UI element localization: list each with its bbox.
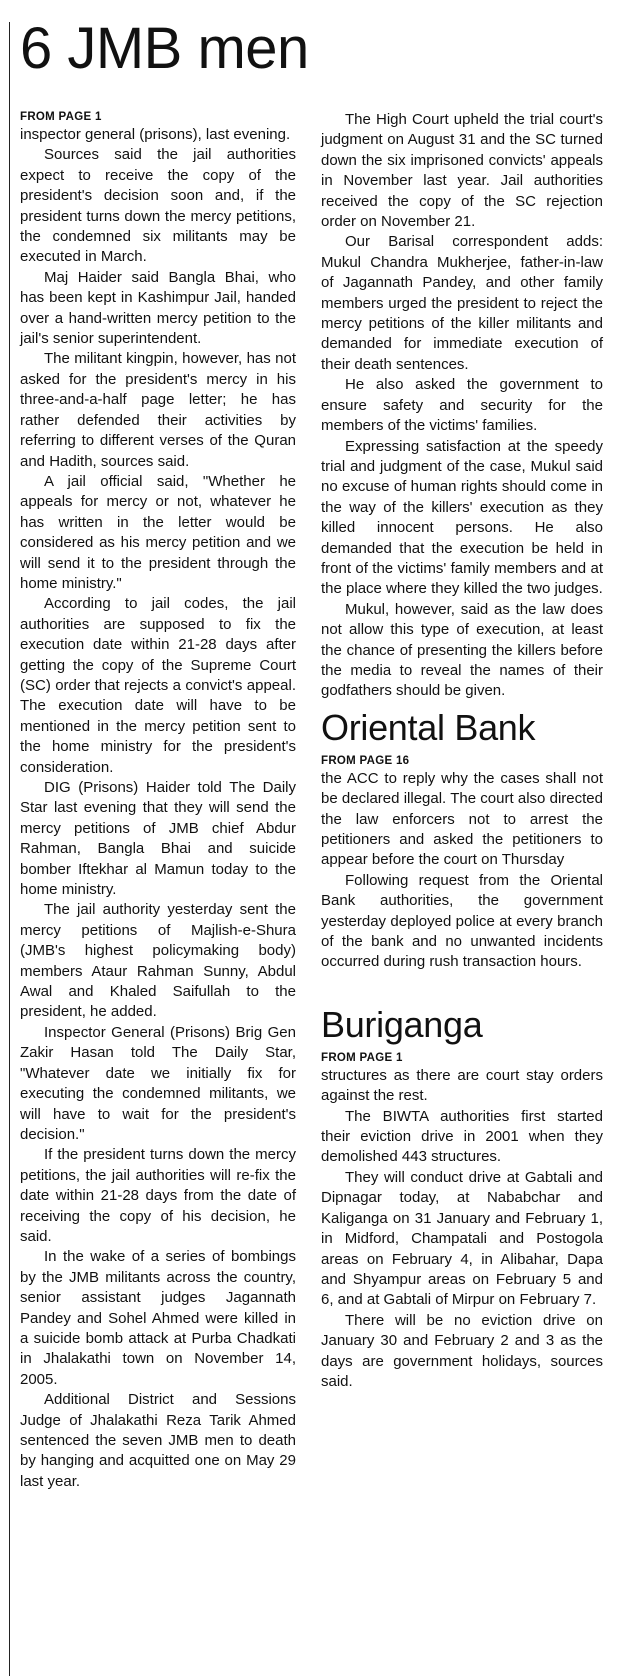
paragraph: Inspector General (Prisons) Brig Gen Zakir Hasan told The Daily Star, "Whatever date we initially fix for executing the condemned militants, we will have to wait for the president's decision." (20, 1023, 296, 1143)
paragraph: The jail authority yesterday sent the mercy petitions of Majlish-e-Shura (JMB's highest policymaking body) members Ataur Rahman Sunny, Abdul Awal and Khaled Saifullah to the president, he added. (20, 901, 296, 1021)
paragraph: the ACC to reply why the cases shall not be declared illegal. The court also directed the law enforcers not to arrest the petitioners and asked the petitioners to appear before the court on Thursday (321, 769, 603, 869)
paragraph: The militant kingpin, however, has not asked for the president's mercy in his three-and-a-half page letter; he has rather defended their activities by referring to different verses of the Quran and Hadith, sources said. (20, 350, 296, 470)
column-left (20, 110, 296, 1492)
paragraph: Additional District and Sessions Judge of Jhalakathi Reza Tarik Ahmed sentenced the seven JMB men to death by hanging and acquitted one on May 29 last year. (20, 1391, 296, 1490)
left-column-rule (9, 22, 10, 1676)
paragraph: They will conduct drive at Gabtali and Dipnagar today, at Nababchar and Kaliganga on 31 January and February 1, in Midford, Champatali and Postogola areas on February 4, in Alibahar, Dapa and Shyampur areas on February 5 and 6, and at Gabtali of Mirpur on February 7. (321, 1168, 603, 1309)
paragraph: Sources said the jail authorities expect to receive the copy of the president's decision soon and, if the president turns down the mercy petitions, the condemned six militants may be executed in March. (20, 146, 296, 266)
paragraph: According to jail codes, the jail authorities are supposed to fix the execution date within 21-28 days after getting the copy of the Supreme Court (SC) order that rejects a convict's appeal. The execution date will have to be mentioned in the mercy petition sent to the home ministry for the president's consideration. (20, 595, 296, 776)
paragraph: Maj Haider said Bangla Bhai, who has been kept in Kashimpur Jail, handed over a hand-written mercy petition to the jail's senior superintendent. (20, 268, 296, 348)
paragraph: The BIWTA authorities first started their eviction drive in 2001 when they demolished 443 structures. (321, 1107, 603, 1166)
paragraph: There will be no eviction drive on January 30 and February 2 and 3 as the days are government holidays, sources said. (321, 1311, 603, 1390)
paragraph: Mukul, however, said as the law does not allow this type of execution, at least the chance of presenting the killers before the media to reveal the names of their godfathers should be given. (321, 600, 603, 700)
headline-buriganga: Buriganga (321, 1003, 483, 1045)
jump-from-label: FROM PAGE 1 (20, 111, 102, 123)
headline-jmb: 6 JMB men (20, 16, 309, 81)
jump-from-label: FROM PAGE 16 (321, 754, 410, 767)
paragraph: In the wake of a series of bombings by the JMB militants across the country, senior assistant judges Jagannath Pandey and Sohel Ahmed were killed in a suicide bomb attack at Purba Chadkati in Jhalakathi town on November 14, 2005. (20, 1248, 296, 1388)
paragraph: DIG (Prisons) Haider told The Daily Star last evening that they will send the mercy petitions of JMB chief Abdur Rahman, Bangla Bhai and suicide bomber Iftekhar al Mamun today to the home ministry. (20, 779, 296, 899)
paragraph: The High Court upheld the trial court's judgment on August 31 and the SC turned down the six imprisoned convicts' appeals in November last year. Jail authorities received the copy of the SC rejection order on November 21. (321, 111, 603, 231)
jump-from-label: FROM PAGE 1 (321, 1051, 403, 1064)
paragraph: Our Barisal correspondent adds: Mukul Chandra Mukherjee, father-in-law of Jagannath Pandey, and other family members urged the president to reject the mercy petitions of the killer militants and demanded for immediate execution of their death sentences. (321, 233, 603, 373)
paragraph: He also asked the government to ensure safety and security for the members of the victims' families. (321, 376, 603, 435)
paragraph: Expressing satisfaction at the speedy trial and judgment of the case, Mukul said no excuse of human rights should come in the way of the killers' execution as they killed innocent persons. He also demanded that the execution be held in front of the victims' family members and at the place where they killed the two judges. (321, 437, 603, 598)
paragraph: If the president turns down the mercy petitions, the jail authorities will re-fix the date within 21-28 days from the date of receiving the copy of his decision, he said. (20, 1146, 296, 1245)
headline-oriental-bank: Oriental Bank (321, 706, 536, 748)
column-right (321, 110, 603, 1392)
paragraph: inspector general (prisons), last evening. (20, 126, 291, 143)
paragraph: Following request from the Oriental Bank authorities, the government yesterday deployed police at every branch of the bank and no unwanted incidents occurred during rush transaction hours. (321, 871, 603, 971)
paragraph: A jail official said, "Whether he appeals for mercy or not, whatever he has written in the letter would be considered as his mercy petition and we will send it to the president through the home ministry." (20, 472, 296, 592)
paragraph: structures as there are court stay orders against the rest. (321, 1066, 603, 1105)
